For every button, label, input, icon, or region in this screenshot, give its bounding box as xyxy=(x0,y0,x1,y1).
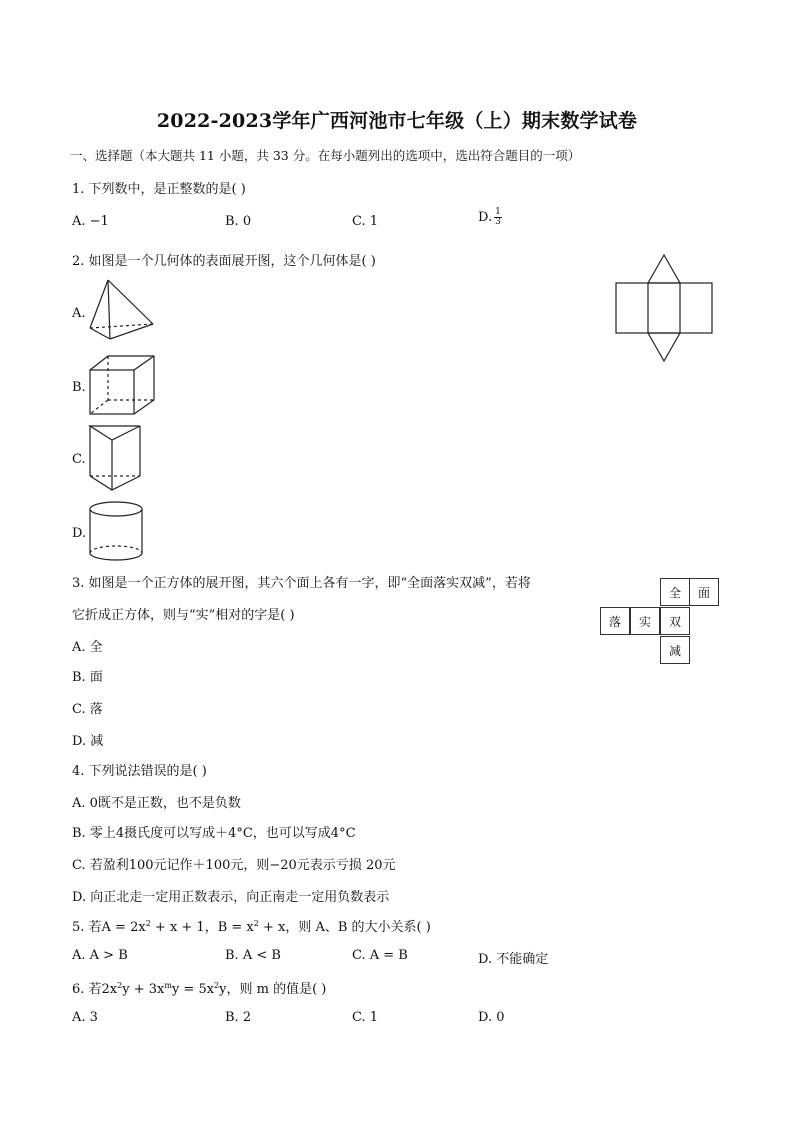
q2-option-a: A. xyxy=(72,306,86,321)
q1-option-d-label: D. xyxy=(478,210,493,225)
q5-stem-part: + x + 1，B = x xyxy=(150,920,254,935)
prism-net-figure xyxy=(615,254,715,364)
q6-stem-part: y = 5x xyxy=(171,982,215,997)
tetrahedron-figure xyxy=(88,278,158,344)
q4-option-d: D. 向正北走一定用正数表示，向正南走一定用负数表示 xyxy=(72,890,390,905)
q3-option-c: C. 落 xyxy=(72,702,103,717)
q4-option-b: B. 零上4摄氏度可以写成＋4°C，也可以写成4°C xyxy=(72,826,356,841)
q6-stem-part: y + 3x xyxy=(122,982,165,997)
cube-figure xyxy=(88,354,158,416)
q6-option-b: B. 2 xyxy=(225,1010,252,1025)
net-bottom-triangle xyxy=(648,333,680,361)
q4-option-c: C. 若盈利100元记作＋100元，则−20元表示亏损 20元 xyxy=(72,858,396,873)
q1-option-c: C. 1 xyxy=(352,214,379,229)
net-cell-quan: 全 xyxy=(660,578,690,606)
fraction-one-third xyxy=(494,208,502,227)
question-3-stem-line-2: 它折成正方体，则与“实”相对的字是( ) xyxy=(72,608,295,623)
q3-option-a: A. 全 xyxy=(72,640,103,655)
q2-option-b: B. xyxy=(72,380,86,395)
q4-option-a: A. 0既不是正数，也不是负数 xyxy=(72,796,241,811)
question-4-stem: 4. 下列说法错误的是( ) xyxy=(72,764,207,779)
question-3-stem-line-1: 3. 如图是一个正方体的展开图，其六个面上各有一字，即“全面落实双减”，若将 xyxy=(72,576,531,591)
question-6-stem xyxy=(72,978,326,997)
q5-option-b: B. A < B xyxy=(225,948,281,963)
cylinder-figure xyxy=(88,500,146,564)
q5-stem-part: 5. 若A = 2x xyxy=(72,920,146,935)
question-1-stem: 1. 下列数中，是正整数的是( ) xyxy=(72,182,246,197)
exponent: 2 xyxy=(253,919,259,928)
q5-option-d: D. 不能确定 xyxy=(478,952,549,967)
exponent: m xyxy=(164,981,172,990)
q2-option-c: C. xyxy=(72,452,86,467)
q5-stem-part: + x，则 A、B 的大小关系( ) xyxy=(258,920,431,935)
net-rectangles xyxy=(616,283,712,333)
exponent: 2 xyxy=(145,919,151,928)
fraction-numerator: 1 xyxy=(495,207,501,217)
net-cell-mian: 面 xyxy=(689,578,719,606)
q1-option-a: A. −1 xyxy=(72,214,109,229)
net-cell-shi: 实 xyxy=(630,607,660,635)
net-cell-shuang: 双 xyxy=(660,607,690,635)
q6-option-c: C. 1 xyxy=(352,1010,379,1025)
net-cell-luo: 落 xyxy=(600,607,630,635)
q3-option-b: B. 面 xyxy=(72,670,103,685)
exponent: 2 xyxy=(214,981,220,990)
q6-stem-part: 6. 若2x xyxy=(72,982,118,997)
fraction-denominator: 3 xyxy=(495,217,501,227)
page-title: 2022-2023学年广西河池市七年级（上）期末数学试卷 xyxy=(156,110,638,132)
q3-option-d: D. 减 xyxy=(72,734,104,749)
net-cell-jian: 减 xyxy=(660,636,690,664)
q6-stem-part: y，则 m 的值是( ) xyxy=(219,982,327,997)
q2-option-d: D. xyxy=(72,526,87,541)
question-5-stem xyxy=(72,916,431,935)
exponent: 2 xyxy=(117,981,123,990)
section-heading: 一、选择题（本大题共 11 小题，共 33 分。在每小题列出的选项中，选出符合题目的一项） xyxy=(70,148,581,163)
q5-option-c: C. A = B xyxy=(352,948,408,963)
q1-option-b: B. 0 xyxy=(225,214,252,229)
q6-option-d: D. 0 xyxy=(478,1010,505,1025)
q6-option-a: A. 3 xyxy=(72,1010,98,1025)
question-2-stem: 2. 如图是一个几何体的表面展开图，这个几何体是( ) xyxy=(72,254,376,269)
q1-option-d xyxy=(478,208,502,227)
net-top-triangle xyxy=(648,255,680,283)
q5-option-a: A. A > B xyxy=(72,948,128,963)
triangular-prism-figure xyxy=(88,424,144,494)
cube-net-figure xyxy=(600,578,720,666)
